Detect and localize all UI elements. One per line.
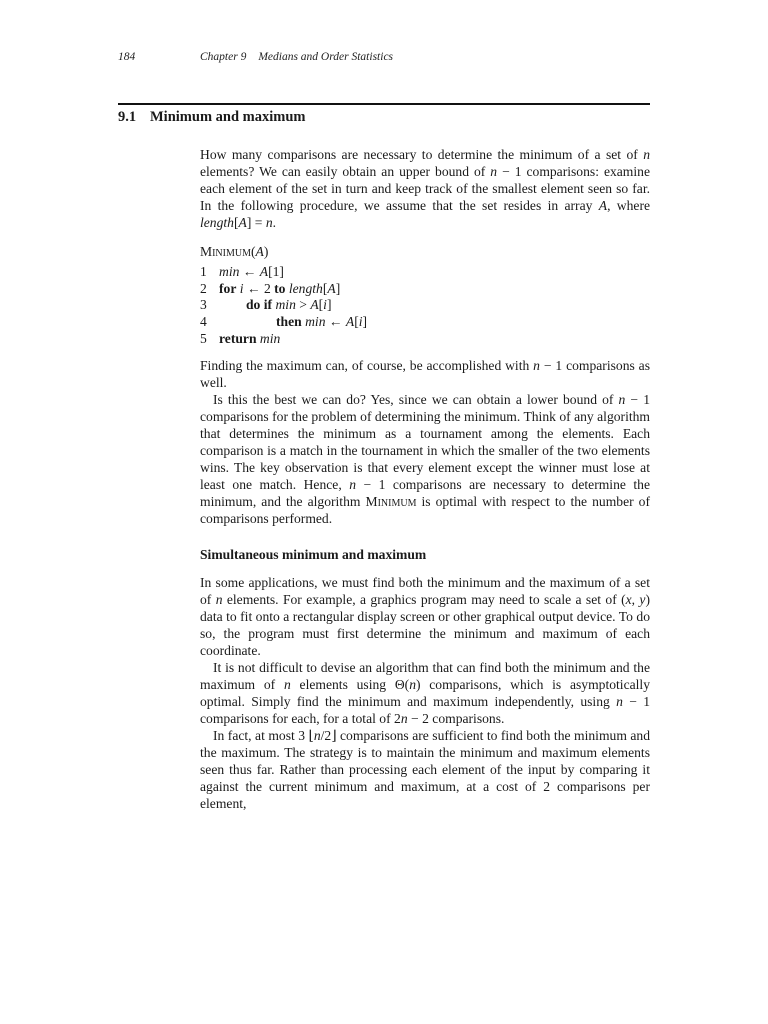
procedure-name: Minimum — [200, 244, 251, 259]
simultaneous-block — [200, 574, 650, 812]
procedure-signature: Minimum(A) — [200, 244, 269, 259]
code-line-1: 1 min ← A[1] — [200, 263, 284, 279]
section-heading — [118, 109, 306, 126]
code-line-4: 4 then min ← A[i] — [200, 314, 368, 330]
pseudocode-block — [200, 244, 650, 348]
code-line-5: 5 return min — [200, 330, 281, 346]
subsection-title: Simultaneous minimum and maximum — [200, 547, 427, 562]
page-number: 184 — [118, 51, 136, 63]
chapter-title: Medians and Order Statistics — [258, 51, 394, 63]
paragraph-best: Is this the best we can do? Yes, since we can obtain a lower bound of n − 1 comparisons for the problem of determining the minimum. Think of any algorithm that determines the minimum as a tournament among the elements. Each comparison is a match in the tournament in which the smaller of the two elements wins. The key observation is that every element except the winner must lose at least one match. Hence, n − 1 comparisons are necessary to determine the minimum, and the algorithm Minimum is optimal with respect to the number of comparisons performed. — [200, 392, 650, 526]
paragraph-devise: It is not difficult to devise an algorithm that can find both the minimum and the maximum of n elements using Θ(n) comparisons, which is asymptotically optimal. Simply find the minimum and maximum independently, using n − 1 comparisons for each, for a total of 2n − 2 comparisons. — [200, 660, 651, 726]
intro-paragraph-block — [200, 146, 650, 231]
chapter-label: Chapter 9 — [200, 51, 247, 63]
subsection-heading — [200, 546, 650, 563]
section-number: 9.1 — [118, 109, 137, 125]
code-line-3: 3 do if min > A[i] — [200, 297, 332, 313]
chapter-heading — [200, 51, 393, 63]
lower-bound-block — [200, 357, 650, 527]
intro-paragraph: How many comparisons are necessary to determine the minimum of a set of n elements? We can easily obtain an upper bound of n − 1 comparisons: examine each element of the set in turn and keep track of the smallest element seen so far. In the following procedure, we assume that the set resides in array A, where length[A] = n. — [200, 147, 651, 230]
paragraph-fact: In fact, at most 3 ⌊n/2⌋ comparisons are sufficient to find both the minimum and the maximum. The strategy is to maintain the minimum and maximum elements seen thus far. Rather than processing each element of the input by comparing it against the current minimum and maximum, at a cost of 2 comparisons per element, — [200, 728, 650, 811]
header-rule — [118, 103, 650, 105]
section-title: Minimum and maximum — [150, 109, 306, 125]
paragraph-applications: In some applications, we must find both the minimum and the maximum of a set of n elements. For example, a graphics program may need to scale a set of (x, y) data to fit onto a rectangular display screen or other graphical output device. To do so, the program must first determine the minimum and maximum of each coordinate. — [200, 575, 650, 658]
paragraph-maximum: Finding the maximum can, of course, be accomplished with n − 1 comparisons as well. — [200, 358, 650, 390]
code-line-2: 2 for i ← 2 to length[A] — [200, 280, 341, 296]
